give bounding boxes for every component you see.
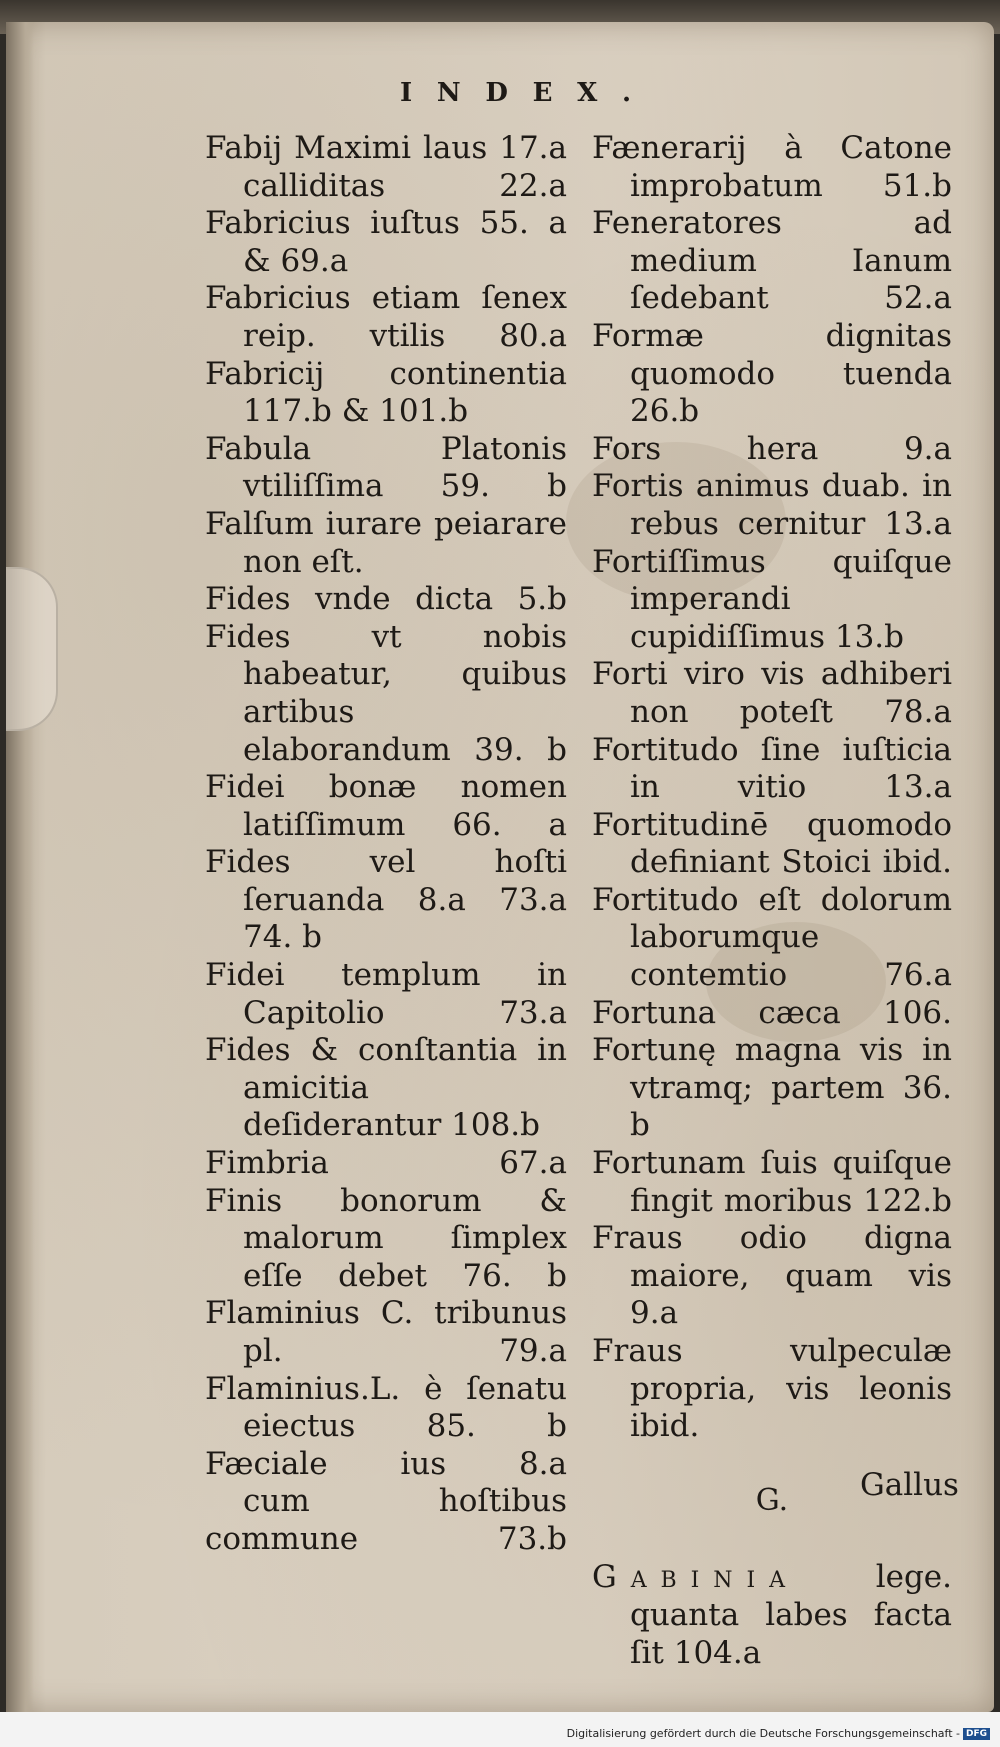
spacer: [592, 1519, 952, 1559]
entry-ref: 108.b: [451, 1107, 541, 1144]
index-entry: [205, 1145, 567, 1183]
entry-text: Fidei bonæ nomen latiſſimum: [205, 769, 567, 843]
entry-text: Fortitudinē quomodo definiant Stoici: [592, 806, 952, 881]
entry-text: Fides vnde dicta: [205, 581, 494, 618]
entry-text: Formæ dignitas quomodo tuenda: [592, 317, 952, 392]
entry-ref: 8.a: [518, 1445, 567, 1482]
index-entry: [592, 544, 952, 657]
index-entry: [592, 1032, 952, 1145]
entry-text: Fabij Maximi laus: [205, 130, 488, 166]
index-entry: [205, 130, 567, 168]
digitization-credit: [567, 1727, 990, 1740]
entry-ref: 79.a: [499, 1333, 567, 1369]
index-entry: [592, 732, 952, 807]
entry-ref: 8.a 73.a 74. b: [243, 881, 567, 956]
index-entry: [592, 807, 952, 882]
index-entry: [205, 844, 567, 957]
index-entry: [592, 205, 952, 318]
index-entry: [205, 619, 567, 769]
index-entry: [205, 769, 567, 844]
index-entry: [205, 205, 567, 280]
entry-ref: 85. b: [426, 1408, 568, 1445]
entry-ref: 36. b: [630, 1069, 953, 1144]
index-entry: [205, 1371, 567, 1446]
entry-ref: 122.b: [863, 1182, 952, 1219]
index-entry: [205, 1183, 567, 1296]
entry-text: Fænerarij à Catone improbatum: [592, 130, 952, 204]
entry-text: lege. quanta labes facta ſit: [630, 1559, 952, 1671]
entry-ref: ibid.: [882, 844, 952, 881]
entry-text: Fortis animus duab. in rebus cernitur: [592, 468, 952, 542]
entry-ref: 104.a: [673, 1634, 762, 1671]
running-head: INDEX.: [400, 78, 656, 108]
entry-text: Fides & conſtantia in amicitia deſiderantur: [205, 1032, 567, 1144]
entry-text: Fides vel hoſti ſeruanda: [205, 844, 567, 918]
index-entry: [592, 431, 952, 469]
entry-ref: 106.: [882, 994, 952, 1031]
entry-text: Fimbria: [205, 1145, 329, 1182]
entry-ref: 73.b: [497, 1520, 567, 1557]
index-entry: [592, 468, 952, 543]
entry-ref: 66. a: [452, 806, 568, 843]
entry-ref: 13.b: [834, 618, 904, 655]
entry-ref: 39. b: [474, 731, 567, 768]
entry-text: Fabula Platonis vtiliſſima: [205, 430, 567, 505]
entry-ref: 13.a: [884, 505, 953, 542]
entry-text: Fabricius iuſtus: [205, 205, 460, 242]
entry-ref: 22.a: [499, 167, 567, 204]
index-entry: [205, 957, 567, 1032]
entry-ref: 80.a: [499, 317, 567, 354]
index-entry: [205, 280, 567, 355]
index-entry: [205, 431, 567, 506]
index-entry: [205, 506, 567, 581]
index-entry: [205, 581, 567, 619]
index-entry: [592, 1333, 952, 1446]
entry-ref: 67.a: [499, 1145, 567, 1182]
entry-text: Feneratores ad medium Ianum ſedebant: [592, 205, 952, 317]
index-entry: [592, 1145, 952, 1220]
entry-text: calliditas: [243, 167, 386, 204]
entry-ref: 51.b: [882, 167, 952, 204]
entry-ref: 52.a: [884, 280, 952, 317]
index-entry: [205, 168, 567, 206]
entry-text: Fidei templum in Capitolio: [205, 957, 567, 1031]
index-entry: [205, 356, 567, 431]
entry-text: Falſum iurare peiarare non eſt.: [205, 505, 567, 580]
index-entry: [592, 318, 952, 431]
entry-text: Fortiſſimus quiſque imperandi cupidiſſimus: [592, 543, 952, 655]
entry-ref: 5.b: [517, 581, 567, 618]
entry-ref: 13.a: [884, 769, 953, 806]
index-entry: [592, 656, 952, 731]
credit-text: Digitalisierung gefördert durch die Deutsche Forschungsgemeinschaft -: [566, 1727, 960, 1740]
index-entry: [592, 1220, 952, 1333]
entry-text: Forti viro vis adhiberi non poteſt: [592, 656, 952, 730]
entry-text: Fortitudo ſine iuſticia in vitio: [592, 731, 952, 806]
entry-ref: 117.b & 101.b: [243, 393, 469, 430]
index-column-left: [205, 130, 567, 1559]
index-entry: [592, 130, 952, 205]
index-entry: [205, 1446, 567, 1484]
entry-text: Fortuna cæca: [592, 994, 841, 1031]
entry-ref: 73.a: [499, 994, 567, 1031]
clasp-ribbon: [6, 567, 58, 731]
entry-text: Fæciale ius: [205, 1445, 447, 1482]
index-entry: [592, 882, 952, 995]
entry-ref: 76. b: [462, 1257, 567, 1294]
entry-text: Fortunam ſuis quiſque fingit moribus: [592, 1145, 952, 1219]
entry-ref: 55. a & 69.a: [243, 205, 567, 279]
entry-ref: 59. b: [440, 468, 568, 505]
index-column-right: [592, 130, 952, 1672]
entry-text: Fraus vulpeculæ propria, vis leonis: [592, 1333, 952, 1407]
index-entry: [205, 1032, 567, 1145]
entry-ref: 26.b: [630, 393, 700, 430]
entry-ref: 9.a: [630, 1295, 679, 1332]
entry-ref: 17.a: [499, 130, 568, 166]
entry-text: Finis bonorum & malorum ſimplex eſſe debet: [205, 1182, 567, 1294]
catchword: Gallus: [860, 1467, 959, 1503]
entry-ref: ibid.: [630, 1408, 700, 1445]
entry-text: Flaminius C. tribunus pl.: [205, 1295, 567, 1369]
entry-text: Flaminius.L. è ſenatu eiectus: [205, 1370, 567, 1445]
entry-text: Fides vt nobis habeatur, quibus artibus elaborandum: [205, 618, 567, 768]
entry-lead: Gabinia: [592, 1559, 799, 1596]
entry-ref: 78.a: [884, 693, 952, 730]
entry-text: Fortunę magna vis in vtramq; partem: [592, 1032, 952, 1106]
entry-text: Fortitudo eſt dolorum laborumque contemtio: [592, 881, 952, 994]
index-entry: [205, 1295, 567, 1370]
dfg-logo: DFG: [963, 1728, 990, 1740]
entry-text: Fraus odio digna maiore, quam vis: [592, 1220, 952, 1294]
entry-ref: 76.a: [884, 957, 952, 994]
entry-text: cum hoſtibus commune: [205, 1483, 567, 1557]
entry-text: Fabricij continentia: [205, 355, 567, 392]
index-entry: [592, 995, 952, 1033]
entry-ref: 9.a: [903, 430, 952, 467]
section-letter: G.: [755, 1482, 789, 1518]
entry-text: Fors hera: [592, 430, 819, 467]
index-entry: [205, 1483, 567, 1558]
entry-text: Fabricius etiam ſenex reip. vtilis: [205, 280, 567, 354]
gutter-shadow: [6, 22, 34, 1712]
index-entry: [592, 1559, 952, 1672]
